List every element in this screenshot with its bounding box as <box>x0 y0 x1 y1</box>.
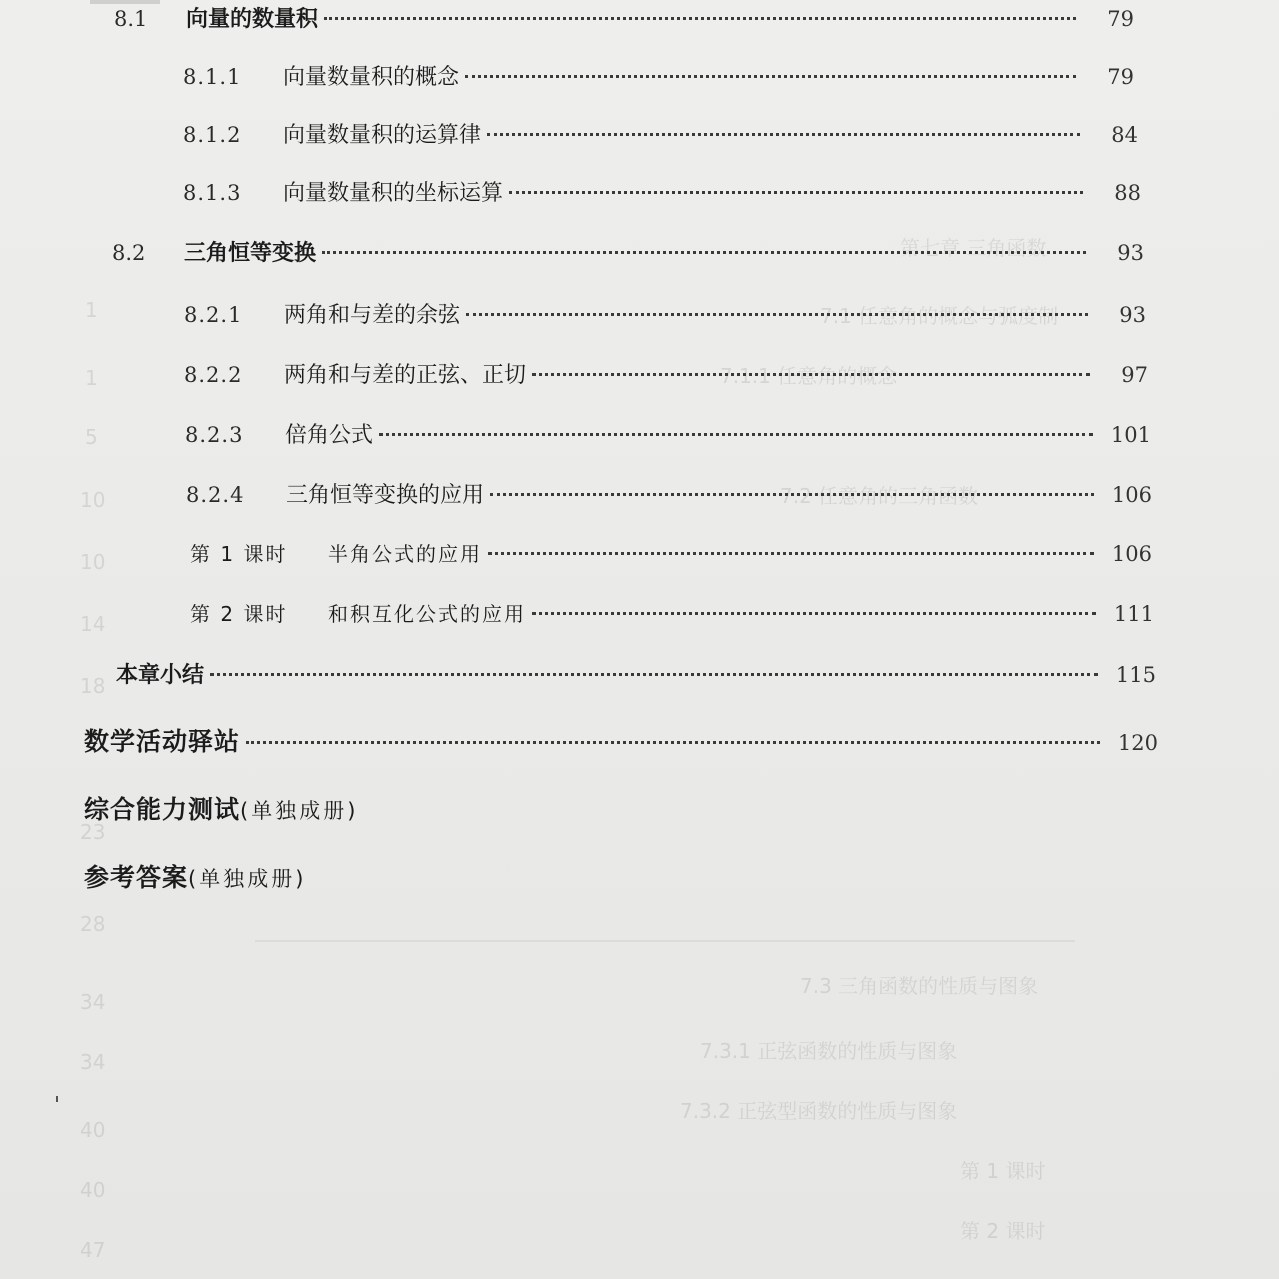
dot-leader <box>246 741 1100 744</box>
section-title: 两角和与差的余弦 <box>284 303 461 328</box>
show-through-text: 7.1.1 任意角的概念 <box>720 364 898 388</box>
show-through-text: 7.3.2 正弦型函数的性质与图象 <box>680 1099 958 1123</box>
toc-entry-activity[interactable] <box>84 722 1158 758</box>
page-number: 84 <box>1111 123 1138 147</box>
lesson-label: 第 2 课时 <box>190 602 288 626</box>
toc-entry-8-2-1[interactable] <box>184 298 1146 329</box>
dot-leader <box>532 373 1090 376</box>
dot-leader <box>324 17 1076 20</box>
show-through-page-number: 47 <box>80 1238 106 1262</box>
section-title: 三角恒等变换的应用 <box>286 483 485 508</box>
page-number: 101 <box>1110 423 1151 447</box>
page-number: 88 <box>1114 181 1141 205</box>
toc-entry-lesson-2[interactable] <box>190 598 1154 627</box>
dot-leader <box>379 433 1093 436</box>
dot-leader <box>509 191 1083 194</box>
show-through-page-number: 18 <box>80 674 106 698</box>
page-number: 106 <box>1111 542 1152 566</box>
toc-entry-8-2-4[interactable] <box>186 478 1152 509</box>
dot-leader <box>488 552 1094 555</box>
section-title: 倍角公式 <box>285 423 374 448</box>
toc-entry-8-1-1[interactable] <box>183 60 1134 91</box>
show-through-page-number: 40 <box>80 1118 106 1142</box>
section-number: 8.1 <box>114 7 148 31</box>
page-number: 79 <box>1107 65 1134 89</box>
section-title: 向量数量积的坐标运算 <box>283 181 504 206</box>
section-title: 向量的数量积 <box>186 7 319 32</box>
dot-leader <box>466 313 1088 316</box>
dot-leader <box>532 612 1096 615</box>
entry-note: (单独成册) <box>188 867 307 891</box>
show-through-page-number: 34 <box>80 1050 106 1074</box>
toc-entry-8-2-2[interactable] <box>184 358 1148 389</box>
show-through-page-number: 1 <box>85 366 98 390</box>
section-title: 向量数量积的运算律 <box>283 123 482 148</box>
toc-entry-8-1-2[interactable] <box>183 118 1138 149</box>
show-through-text: 第七章 三角函数 <box>900 236 1047 260</box>
section-number: 8.2.4 <box>186 483 245 507</box>
entry-title <box>84 858 306 894</box>
section-number: 8.1.2 <box>183 123 242 147</box>
section-number: 8.2.1 <box>184 303 243 327</box>
lesson-title <box>190 598 526 627</box>
show-through-text: 7.3.1 正弦函数的性质与图象 <box>700 1039 958 1063</box>
page-number: 93 <box>1117 241 1144 265</box>
section-title: 向量数量积的概念 <box>283 65 460 90</box>
page-number: 93 <box>1119 303 1146 327</box>
show-through-page-number: 10 <box>80 488 106 512</box>
page-number: 115 <box>1115 663 1156 687</box>
toc-entry-lesson-1[interactable] <box>190 538 1152 567</box>
show-through-page-number: 34 <box>80 990 106 1014</box>
toc-entry-8-2-3[interactable] <box>185 418 1151 449</box>
entry-title: 本章小结 <box>116 663 205 688</box>
section-number: 8.2.2 <box>184 363 243 387</box>
toc-entry-8-2[interactable] <box>112 236 1144 267</box>
section-title: 两角和与差的正弦、正切 <box>284 363 527 388</box>
page-number: 79 <box>1107 7 1134 31</box>
toc-entry-test[interactable] <box>84 790 358 826</box>
show-through-text: 7.3 三角函数的性质与图象 <box>800 974 1039 998</box>
show-through-text: 7.2 任意角的三角函数 <box>780 484 979 508</box>
page-number: 106 <box>1111 483 1152 507</box>
ink-mark <box>56 1096 58 1102</box>
lesson-label: 第 1 课时 <box>190 542 288 566</box>
toc-entry-8-1-3[interactable] <box>183 176 1141 207</box>
toc-entry-answers[interactable] <box>84 858 306 894</box>
section-title: 三角恒等变换 <box>184 241 317 266</box>
entry-note: (单独成册) <box>240 799 359 823</box>
show-through-page-number: 1 <box>85 298 98 322</box>
show-through-page-number: 14 <box>80 612 106 636</box>
show-through-page-number: 40 <box>80 1178 106 1202</box>
show-through-page-number: 28 <box>80 912 106 936</box>
entry-name: 参考答案 <box>84 863 189 892</box>
show-through-page-number: 23 <box>80 820 106 844</box>
show-through-text: 第 1 课时 <box>960 1159 1046 1183</box>
section-number: 8.2 <box>112 241 146 265</box>
show-through-page-number: 10 <box>80 550 106 574</box>
lesson-title <box>190 538 482 567</box>
show-through-page-number: 5 <box>85 425 98 449</box>
dot-leader <box>465 75 1076 78</box>
lesson-name: 和积互化公式的应用 <box>328 602 526 626</box>
page-number: 120 <box>1117 731 1158 755</box>
section-number: 8.1.1 <box>183 65 242 89</box>
page-number: 97 <box>1121 363 1148 387</box>
entry-title <box>84 790 358 826</box>
dot-leader <box>490 493 1094 496</box>
toc-entry-8-1[interactable] <box>114 2 1134 33</box>
show-through-text: 第 2 课时 <box>960 1219 1046 1243</box>
dot-leader <box>322 251 1086 254</box>
entry-name: 综合能力测试 <box>84 795 241 824</box>
dot-leader <box>210 673 1098 676</box>
show-through-rule <box>255 940 1075 942</box>
lesson-name: 半角公式的应用 <box>328 542 482 566</box>
toc-entry-summary[interactable] <box>116 658 1156 689</box>
show-through-text: 7.1 任意角的概念与弧度制 <box>820 304 1059 328</box>
dot-leader <box>487 133 1080 136</box>
entry-title: 数学活动驿站 <box>84 727 241 756</box>
section-number: 8.1.3 <box>183 181 242 205</box>
page-number: 111 <box>1113 602 1154 626</box>
section-number: 8.2.3 <box>185 423 244 447</box>
